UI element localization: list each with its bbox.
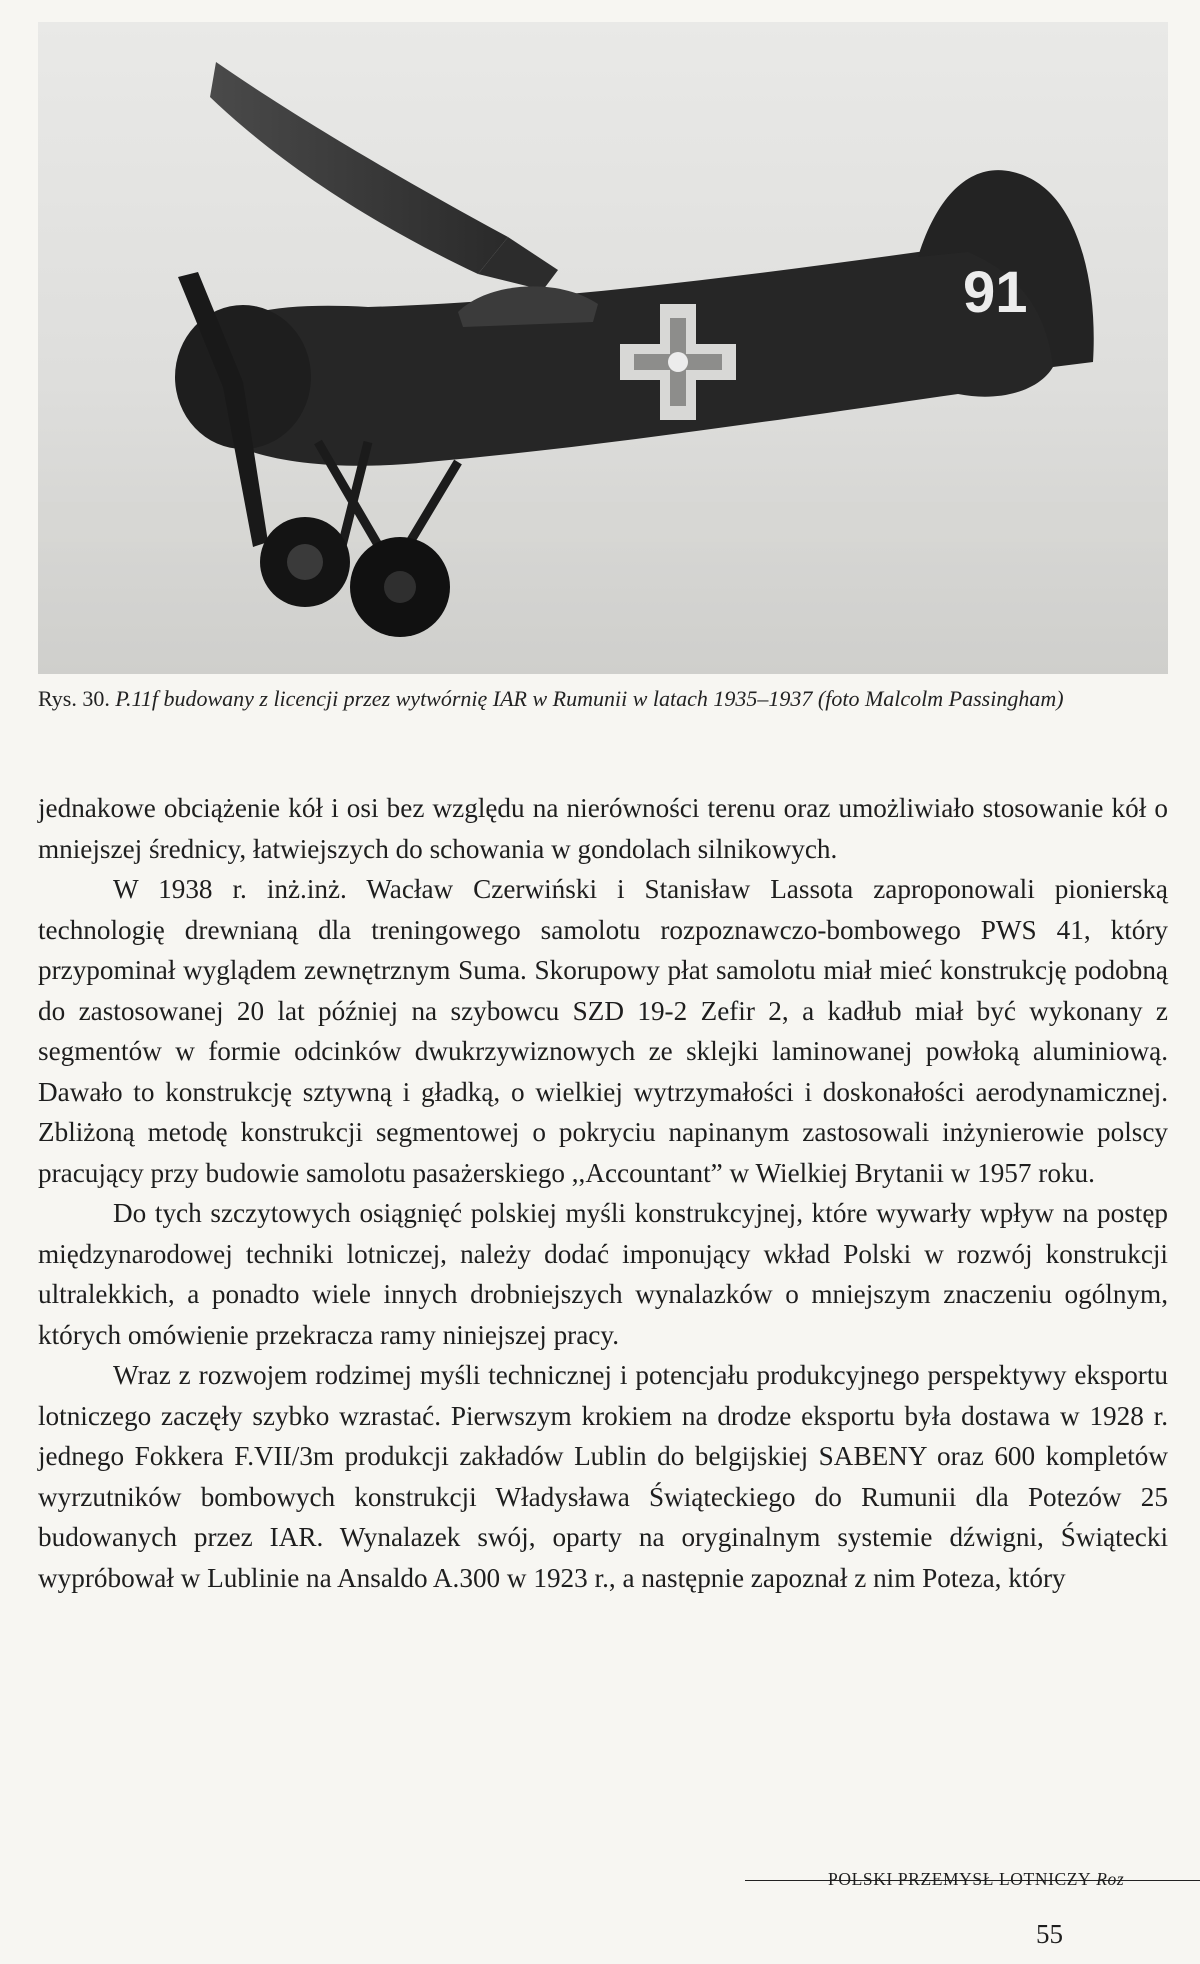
page-number: 55 [1036, 1919, 1063, 1949]
tail-number: 91 [963, 260, 1028, 325]
paragraph: Wraz z rozwojem rodzimej myśli technicznej i potencjału produkcyjnego perspektywy eksportu lotniczego zaczęły szybko wzrastać. Pierwszym krokiem na drodze eksportu była dostawa w 1928 r. jednego Fokkera F.VII/3m produkcji zakładów Lublin do belgijskiej SABENY oraz 600 kompletów wyrzutników bombowych konstrukcji Władysława Świąteckiego do Rumunii dla Potezów 25 budowanych przez IAR. Wynalazek swój, oparty na oryginalnym systemie dźwigni, Świątecki wypróbował w Lublinie na Ansaldo A.300 w 1923 r., a następnie zapoznał z nim Poteza, który [38, 1360, 1168, 1593]
paragraph: jednakowe obciążenie kół i osi bez względu na nierówności terenu oraz umożliwiało stosowanie kół o mniejszej średnicy, łatwiejszych do schowania w gondolach silnikowych. [38, 793, 1168, 864]
figure-caption-text: P.11f budowany z licencji przez wytwórnię IAR w Rumunii w latach 1935–1937 (foto Malcolm Passingham) [109, 686, 1064, 711]
running-head [828, 1869, 1124, 1890]
paragraph: Do tych szczytowych osiągnięć polskiej myśli konstrukcyjnej, które wywarły wpływ na postęp międzynarodowej techniki lotniczej, należy dodać imponujący wkład Polski w rozwój konstrukcji ultralekkich, a ponadto wiele innych drobniejszych wynalazków o mniejszym znaczeniu ogólnym, których omówienie przekracza ramy niniejszej pracy. [38, 1198, 1168, 1350]
body-text [38, 788, 1168, 1598]
running-head-chapter: Roz [1091, 1869, 1125, 1889]
paragraph: W 1938 r. inż.inż. Wacław Czerwiński i Stanisław Lassota zaproponowali pionierską technologię drewnianą dla treningowego samolotu rozpoznawczo-bombowego PWS 41, który przypominał wyglądem zewnętrznym Suma. Skorupowy płat samolotu miał mieć konstrukcję podobną do zastosowanej 20 lat później na szybowcu SZD 19-2 Zefir 2, a kadłub miał być wykonany z segmentów w formie odcinków dwukrzywiznowych ze sklejki laminowanej powłoką aluminiową. Dawało to konstrukcję sztywną i gładką, o wielkiej wytrzymałości i doskonałości aerodynamicznej. Zbliżoną metodę konstrukcji segmentowej o pokryciu napinanym zastosowali inżynierowie polscy pracujący przy budowie samolotu pasażerskiego ,,Accountant” w Wielkiej Brytanii w 1957 roku. [38, 874, 1168, 1188]
figure-caption [38, 684, 1168, 714]
aircraft-illustration [38, 22, 1168, 674]
running-head-title: POLSKI PRZEMYSŁ LOTNICZY [828, 1869, 1092, 1889]
aircraft-photo [38, 22, 1168, 674]
figure-caption-label: Rys. 30. [38, 686, 110, 711]
